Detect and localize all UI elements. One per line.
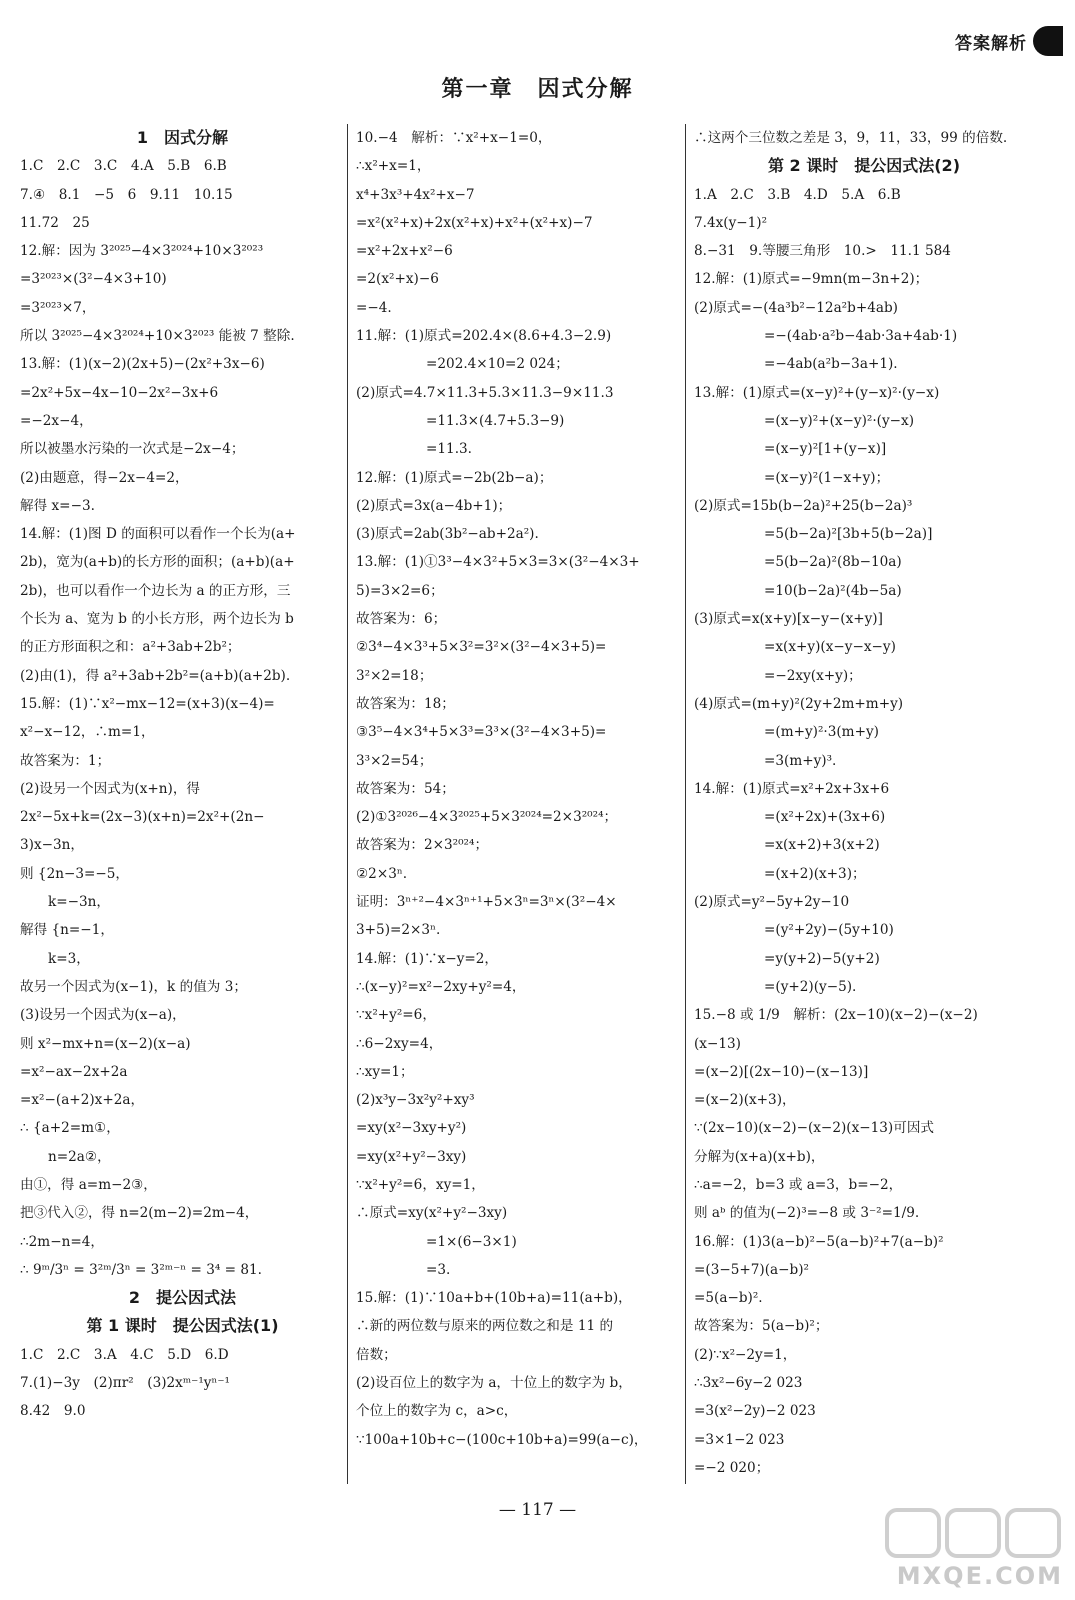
answer-line: x²−x−12，∴m=1， — [20, 724, 155, 741]
answer-line: (3)设另一个因式为(x−a)， — [20, 1007, 186, 1024]
answer-line: ②2×3ⁿ. — [356, 865, 408, 882]
header-tab-icon — [1033, 26, 1063, 56]
answer-line: 1.C 2.C 3.C 4.A 5.B 6.B — [20, 158, 227, 175]
answer-line: 3²×2=18； — [356, 667, 433, 684]
answer-line: =5(b−2a)²(8b−10a) — [764, 554, 902, 571]
answer-line: ∴a=−2，b=3 或 a=3，b=−2， — [694, 1176, 903, 1193]
answer-line: =(x²+2x)+(3x+6) — [764, 809, 886, 826]
answer-line: 1.A 2.C 3.B 4.D 5.A 6.B — [694, 186, 901, 203]
answer-line: 12.解：(1)原式=−9mn(m−3n+2)； — [694, 271, 929, 288]
answer-line: 故答案为：6； — [356, 611, 447, 628]
section-heading: 第 1 课时 提公因式法(1) — [86, 1316, 279, 1336]
chapter-title: 第一章 因式分解 — [441, 77, 634, 102]
answer-line: 12.解：因为 3²⁰²⁵−4×3²⁰²⁴+10×3²⁰²³ — [20, 243, 264, 260]
watermark-text: MXQE.COM — [896, 1562, 1063, 1590]
answer-line: ∴x²+x=1， — [356, 158, 431, 175]
answer-line: =(x−y)²[1+(y−x)] — [764, 441, 887, 458]
answer-line: 8.42 9.0 — [20, 1403, 86, 1420]
answer-line: =(x+2)(x+3)； — [764, 865, 866, 882]
answer-line: 14.解：(1)∵x−y=2， — [356, 950, 499, 967]
answer-line: 14.解：(1)原式=x²+2x+3x+6 — [694, 780, 890, 797]
answer-line: =x²+2x+x²−6 — [356, 243, 453, 260]
answer-line: 个位上的数字为 c，a>c， — [356, 1403, 518, 1420]
answer-line: ③3⁵−4×3⁴+5×3³=3³×(3²−4×3+5)= — [356, 724, 607, 741]
answer-line: =5(a−b)². — [694, 1290, 763, 1307]
header-tag — [955, 26, 1063, 56]
answer-line: x⁴+3x³+4x²+x−7 — [356, 186, 475, 203]
answer-line: ∴6−2xy=4， — [356, 1035, 443, 1052]
answer-column-right — [694, 124, 1034, 1482]
answer-column-left — [20, 124, 345, 1426]
answer-line: 个长为 a、宽为 b 的小长方形，两个边长为 b — [20, 611, 294, 628]
answer-column-middle — [356, 124, 681, 1454]
answer-line: 12.解：(1)原式=−2b(2b−a)； — [356, 469, 553, 486]
answer-line: 10.−4 解析：∵x²+x−1=0， — [356, 130, 552, 146]
answer-line: =2(x²+x)−6 — [356, 271, 439, 288]
answer-line: =(y+2)(y−5). — [764, 978, 857, 995]
answer-line: =x²(x²+x)+2x(x²+x)+x²+(x²+x)−7 — [356, 214, 593, 231]
column-divider-1 — [347, 124, 348, 1484]
answer-line: =(y²+2y)−(5y+10) — [764, 922, 894, 939]
answer-line: (2)原式=3x(a−4b+1)； — [356, 497, 512, 514]
answer-line: 13.解：(1)原式=(x−y)²+(y−x)²·(y−x) — [694, 384, 940, 401]
answer-line: 则 x²−mx+n=(x−2)(x−a) — [20, 1035, 191, 1052]
answer-line: 2b)，也可以看作一个边长为 a 的正方形，三 — [20, 582, 291, 599]
answer-line: 解得 x=−3. — [20, 497, 95, 514]
answer-line: 的正方形面积之和：a²+3ab+2b²； — [20, 639, 241, 656]
answer-line: 2b)，宽为(a+b)的长方形的面积；(a+b)(a+ — [20, 554, 295, 571]
answer-line: =10(b−2a)²(4b−5a) — [764, 582, 902, 599]
answer-line: ∴ {a+2=m①， — [20, 1120, 120, 1137]
answer-line: =−(4ab·a²b−4ab·3a+4ab·1) — [764, 328, 958, 345]
answer-line: =xy(x²−3xy+y²) — [356, 1120, 467, 1137]
answer-line: 3)x−3n， — [20, 837, 85, 854]
answer-line: (x−13) — [694, 1035, 741, 1052]
answer-line: 故答案为：1； — [20, 752, 111, 769]
answer-line: ∴原式=xy(x²+y²−3xy) — [356, 1205, 508, 1222]
answer-line: =−4. — [356, 299, 392, 316]
answer-line: =y(y+2)−5(y+2) — [764, 950, 880, 967]
answer-line: =(x−2)(x+3)， — [694, 1092, 796, 1109]
answer-line: 则 {2n−3=−5， — [20, 865, 130, 882]
answer-line: ∵(2x−10)(x−2)−(x−2)(x−13)可因式 — [694, 1120, 935, 1137]
answer-line: 故答案为：5(a−b)²； — [694, 1318, 829, 1335]
answer-line: 11.72 25 — [20, 214, 90, 231]
answer-line: ∵100a+10b+c−(100c+10b+a)=99(a−c)， — [356, 1431, 648, 1448]
answer-line: =(x−y)²(1−x+y)； — [764, 469, 890, 486]
answer-line: =3²⁰²³×(3²−4×3+10) — [20, 271, 167, 288]
answer-line: =(m+y)²·3(m+y) — [764, 724, 879, 741]
answer-line: ∴ 9ᵐ/3ⁿ = 3²ᵐ/3ⁿ = 3²ᵐ⁻ⁿ = 3⁴ = 81. — [20, 1261, 262, 1278]
answer-line: ∵x²+y²=6， — [356, 1007, 436, 1024]
answer-line: 故另一个因式为(x−1)，k 的值为 3； — [20, 978, 247, 995]
answer-line: =3. — [426, 1261, 451, 1278]
answer-line: 11.解：(1)原式=202.4×(8.6+4.3−2.9) — [356, 328, 612, 345]
answer-line: =−2xy(x+y)； — [764, 667, 862, 684]
answer-line: (2)设另一个因式为(x+n)，得 — [20, 780, 201, 797]
answer-line: ②3⁴−4×3³+5×3²=3²×(3²−4×3+5)= — [356, 639, 607, 656]
answer-line: 故答案为：2×3²⁰²⁴； — [356, 837, 489, 854]
answer-line: 所以 3²⁰²⁵−4×3²⁰²⁴+10×3²⁰²³ 能被 7 整除. — [20, 328, 295, 345]
answer-line: 故答案为：18； — [356, 695, 455, 712]
answer-line: 13.解：(1)(x−2)(2x+5)−(2x²+3x−6) — [20, 356, 265, 373]
answer-line: 故答案为：54； — [356, 780, 455, 797]
answer-line: ∵x²+y²=6，xy=1， — [356, 1176, 485, 1193]
section-heading: 2 提公因式法 — [128, 1288, 237, 1308]
answer-line: 1.C 2.C 3.A 4.C 5.D 6.D — [20, 1346, 229, 1363]
answer-line: n=2a②， — [48, 1148, 111, 1165]
answer-line: =2x²+5x−4x−10−2x²−3x+6 — [20, 384, 219, 401]
answer-line: 把③代入②，得 n=2(m−2)=2m−4， — [20, 1205, 259, 1222]
answer-line: 7.(1)−3y (2)πr² (3)2xᵐ⁻¹yⁿ⁻¹ — [20, 1375, 230, 1392]
answer-line: ∴(x−y)²=x²−2xy+y²=4， — [356, 978, 526, 995]
answer-line: =5(b−2a)²[3b+5(b−2a)] — [764, 526, 933, 543]
answer-line: 3³×2=54； — [356, 752, 433, 769]
answer-line: 解得 {n=−1， — [20, 922, 114, 939]
answer-line: =x(x+2)+3(x+2) — [764, 837, 880, 854]
answer-line: =−2x−4， — [20, 412, 93, 429]
answer-line: 则 aᵇ 的值为(−2)³=−8 或 3⁻²=1/9. — [694, 1205, 920, 1222]
answer-line: (2)原式=15b(b−2a)²+25(b−2a)³ — [694, 497, 913, 514]
answer-line: (2)①3²⁰²⁶−4×3²⁰²⁵+5×3²⁰²⁴=2×3²⁰²⁴； — [356, 809, 618, 826]
answer-line: 倍数； — [356, 1346, 397, 1363]
answer-line: (2)原式=−(4a³b²−12a²b+4ab) — [694, 299, 898, 316]
answer-line: (3)原式=2ab(3b²−ab+2a²). — [356, 526, 539, 543]
answer-line: =11.3. — [426, 441, 472, 458]
answer-line: =−4ab(a²b−3a+1). — [764, 356, 898, 373]
answer-line: =x²−(a+2)x+2a， — [20, 1092, 145, 1109]
answer-line: (2)∵x²−2y=1， — [694, 1346, 797, 1363]
answer-line: k=−3n， — [48, 894, 111, 911]
answer-line: =202.4×10=2 024； — [426, 356, 569, 373]
answer-line: 15.解：(1)∵10a+b+(10b+a)=11(a+b)， — [356, 1290, 632, 1307]
answer-line: 7.4x(y−1)² — [694, 214, 768, 231]
answer-line: =3(m+y)³. — [764, 752, 837, 769]
section-heading: 1 因式分解 — [136, 128, 229, 147]
answer-line: =xy(x²+y²−3xy) — [356, 1148, 467, 1165]
answer-line: 由①，得 a=m−2③， — [20, 1176, 157, 1193]
answer-line: =(3−5+7)(a−b)² — [694, 1261, 809, 1278]
answer-line: 8.−31 9.等腰三角形 10.> 11.1 584 — [694, 243, 951, 260]
answer-line: ∴新的两位数与原来的两位数之和是 11 的 — [356, 1318, 614, 1335]
answer-line: 所以被墨水污染的一次式是−2x−4； — [20, 441, 245, 458]
answer-line: 2x²−5x+k=(2x−3)(x+n)=2x²+(2n− — [20, 809, 265, 826]
answer-line: (2)x³y−3x²y²+xy³ — [356, 1092, 475, 1109]
answer-line: =(x−y)²+(x−y)²·(y−x) — [764, 412, 915, 429]
answer-line: =11.3×(4.7+5.3−9) — [426, 412, 565, 429]
answer-line: (3)原式=x(x+y)[x−y−(x+y)] — [694, 611, 883, 628]
answer-line: =−2 020； — [694, 1459, 770, 1476]
answer-line: 5)=3×2=6； — [356, 582, 444, 599]
answer-line: ∴这两个三位数之差是 3，9，11，33，99 的倍数. — [694, 130, 1008, 146]
answer-line: (4)原式=(m+y)²(2y+2m+m+y) — [694, 695, 904, 712]
answer-line: =3²⁰²³×7， — [20, 299, 96, 316]
answer-line: =3(x²−2y)−2 023 — [694, 1403, 816, 1420]
answer-line: =3×1−2 023 — [694, 1431, 785, 1448]
answer-line: =x²−ax−2x+2a — [20, 1063, 128, 1080]
answer-line: ∴3x²−6y−2 023 — [694, 1375, 803, 1392]
answer-line: ∴xy=1； — [356, 1063, 414, 1080]
answer-line: (2)由(1)，得 a²+3ab+2b²=(a+b)(a+2b). — [20, 667, 291, 684]
page-number: — 117 — — [498, 1500, 577, 1520]
answer-line: ∴2m−n=4， — [20, 1233, 104, 1250]
answer-line: k=3， — [48, 950, 90, 967]
answer-line: (2)由题意，得−2x−4=2， — [20, 469, 189, 486]
header-tag-text: 答案解析 — [955, 33, 1027, 54]
answer-line: =(x−2)[(2x−10)−(x−13)] — [694, 1063, 869, 1080]
answer-line: 15.解：(1)∵x²−mx−12=(x+3)(x−4)= — [20, 695, 275, 712]
answer-line: 15.−8 或 1/9 解析：(2x−10)(x−2)−(x−2) — [694, 1007, 978, 1024]
answer-line: (2)原式=4.7×11.3+5.3×11.3−9×11.3 — [356, 384, 614, 401]
answer-line: 7.④ 8.1 −5 6 9.11 10.15 — [20, 186, 233, 203]
answer-line: 13.解：(1)①3³−4×3²+5×3=3×(3²−4×3+ — [356, 554, 640, 571]
answer-line: 分解为(x+a)(x+b)， — [694, 1148, 825, 1165]
column-divider-2 — [685, 124, 686, 1484]
answer-line: =1×(6−3×1) — [426, 1233, 517, 1250]
answer-line: 14.解：(1)图 D 的面积可以看作一个长为(a+ — [20, 526, 296, 543]
answer-line: (2)原式=y²−5y+2y−10 — [694, 894, 850, 911]
answer-line: 3+5)=2×3ⁿ. — [356, 922, 441, 939]
answer-line: 证明：3ⁿ⁺²−4×3ⁿ⁺¹+5×3ⁿ=3ⁿ×(3²−4× — [356, 894, 617, 911]
answer-line: (2)设百位上的数字为 a，十位上的数字为 b， — [356, 1375, 632, 1392]
answer-line: 16.解：(1)3(a−b)²−5(a−b)²+7(a−b)² — [694, 1233, 944, 1250]
answer-line: =x(x+y)(x−y−x−y) — [764, 639, 896, 656]
section-heading: 第 2 课时 提公因式法(2) — [767, 156, 961, 176]
watermark — [879, 1504, 1069, 1594]
